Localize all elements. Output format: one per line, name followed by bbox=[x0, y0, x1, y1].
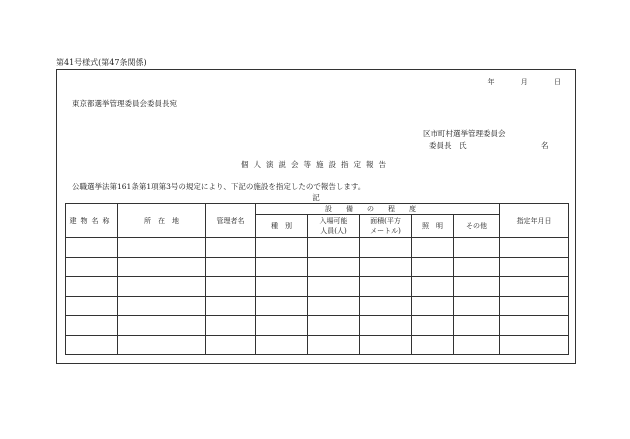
table-cell[interactable] bbox=[500, 277, 569, 297]
table-row bbox=[66, 335, 569, 355]
table-cell[interactable] bbox=[118, 277, 206, 297]
sender-chair bbox=[429, 140, 549, 151]
table-cell[interactable] bbox=[360, 296, 412, 316]
table-cell[interactable] bbox=[118, 296, 206, 316]
col-manager: 管理者名 bbox=[206, 204, 256, 238]
table-cell[interactable] bbox=[500, 316, 569, 336]
table-cell[interactable] bbox=[308, 296, 360, 316]
table-cell[interactable] bbox=[360, 238, 412, 258]
table-cell[interactable] bbox=[500, 257, 569, 277]
form-id: 第41号様式(第47条関係) bbox=[56, 58, 147, 67]
col-designated-date: 指定年月日 bbox=[500, 204, 569, 238]
table-cell[interactable] bbox=[454, 296, 500, 316]
table-cell[interactable] bbox=[308, 335, 360, 355]
table-cell[interactable] bbox=[66, 238, 118, 258]
table-cell[interactable] bbox=[454, 257, 500, 277]
col-capacity-line1: 入場可能 bbox=[319, 217, 348, 225]
facility-table bbox=[65, 203, 569, 355]
col-building: 建物名称 bbox=[66, 204, 118, 238]
col-area bbox=[360, 215, 412, 238]
table-cell[interactable] bbox=[500, 238, 569, 258]
table-cell[interactable] bbox=[500, 296, 569, 316]
table-cell[interactable] bbox=[308, 238, 360, 258]
table-cell[interactable] bbox=[454, 316, 500, 336]
ki-label: 記 bbox=[312, 193, 320, 202]
date-year: 年 bbox=[487, 78, 495, 86]
col-facility-group: 設備の程度 bbox=[256, 204, 500, 215]
table-cell[interactable] bbox=[206, 238, 256, 258]
sender-chair-label: 委員長 氏 bbox=[429, 141, 467, 150]
table-cell[interactable] bbox=[308, 316, 360, 336]
table-cell[interactable] bbox=[66, 277, 118, 297]
table-cell[interactable] bbox=[308, 257, 360, 277]
table-row bbox=[66, 296, 569, 316]
table-cell[interactable] bbox=[66, 316, 118, 336]
table-cell[interactable] bbox=[454, 238, 500, 258]
table-cell[interactable] bbox=[412, 316, 454, 336]
col-area-line1: 面積(平方 bbox=[370, 217, 401, 225]
addressee: 東京都選挙管理委員会委員長宛 bbox=[72, 99, 177, 108]
table-cell[interactable] bbox=[360, 316, 412, 336]
table-cell[interactable] bbox=[454, 277, 500, 297]
table-cell[interactable] bbox=[206, 335, 256, 355]
table-cell[interactable] bbox=[412, 277, 454, 297]
table-cell[interactable] bbox=[256, 277, 308, 297]
table-cell[interactable] bbox=[66, 296, 118, 316]
sender-org: 区市町村選挙管理委員会 bbox=[423, 129, 506, 138]
table-cell[interactable] bbox=[256, 296, 308, 316]
table-cell[interactable] bbox=[118, 335, 206, 355]
date-day: 日 bbox=[554, 78, 561, 86]
date-line bbox=[474, 77, 561, 87]
table-cell[interactable] bbox=[412, 335, 454, 355]
body-text: 公職選挙法第161条第1項第3号の規定により、下記の施設を指定したので報告します。 bbox=[72, 182, 366, 191]
table-cell[interactable] bbox=[66, 335, 118, 355]
table-cell[interactable] bbox=[206, 316, 256, 336]
table-cell[interactable] bbox=[206, 296, 256, 316]
table-cell[interactable] bbox=[206, 257, 256, 277]
table-cell[interactable] bbox=[360, 335, 412, 355]
form-title: 個人演説会等施設指定報告 bbox=[241, 160, 391, 169]
col-lighting: 照 明 bbox=[412, 215, 454, 238]
col-kind: 種 別 bbox=[256, 215, 308, 238]
table-cell[interactable] bbox=[360, 257, 412, 277]
table-cell[interactable] bbox=[256, 316, 308, 336]
table-cell[interactable] bbox=[66, 257, 118, 277]
table-cell[interactable] bbox=[206, 277, 256, 297]
table-cell[interactable] bbox=[454, 335, 500, 355]
date-month: 月 bbox=[520, 78, 528, 86]
table-cell[interactable] bbox=[256, 335, 308, 355]
table-cell[interactable] bbox=[256, 238, 308, 258]
col-capacity bbox=[308, 215, 360, 238]
table-cell[interactable] bbox=[118, 316, 206, 336]
table-cell[interactable] bbox=[412, 257, 454, 277]
sender-name-mark: 名 bbox=[541, 141, 549, 150]
table-row bbox=[66, 316, 569, 336]
table-cell[interactable] bbox=[412, 238, 454, 258]
col-area-line2: メートル) bbox=[370, 227, 401, 235]
col-location: 所 在 地 bbox=[118, 204, 206, 238]
col-other: その他 bbox=[454, 215, 500, 238]
table-cell[interactable] bbox=[412, 296, 454, 316]
table-cell[interactable] bbox=[500, 335, 569, 355]
table-cell[interactable] bbox=[118, 238, 206, 258]
report-form bbox=[56, 69, 576, 364]
table-row bbox=[66, 277, 569, 297]
table-cell[interactable] bbox=[308, 277, 360, 297]
col-capacity-line2: 人員(人) bbox=[320, 227, 347, 235]
table-cell[interactable] bbox=[360, 277, 412, 297]
table-cell[interactable] bbox=[118, 257, 206, 277]
table-row bbox=[66, 238, 569, 258]
table-cell[interactable] bbox=[256, 257, 308, 277]
table-row bbox=[66, 257, 569, 277]
